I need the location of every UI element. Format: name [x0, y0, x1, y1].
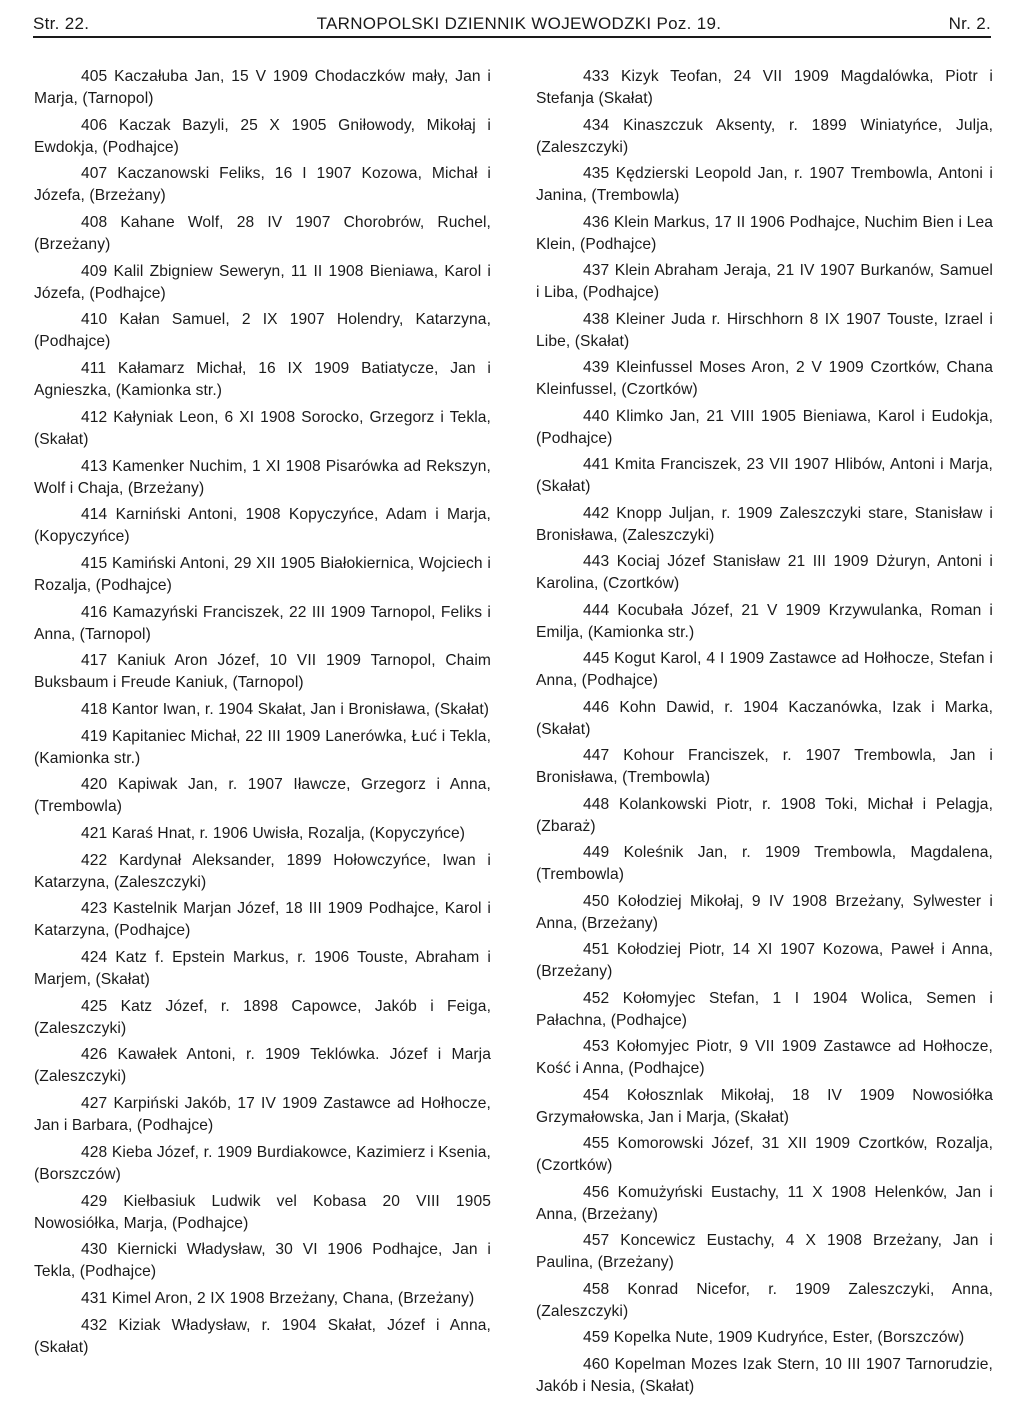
- register-entry: 436 Klein Markus, 17 II 1906 Podhajce, Nuchim Bien i Lea Klein, (Podhajce): [536, 213, 993, 253]
- register-entry: 427 Karpiński Jakób, 17 IV 1909 Zastawce ad Hołhocze, Jan i Barbara, (Podhajce): [34, 1095, 491, 1135]
- register-entry: 415 Kamiński Antoni, 29 XII 1905 Białokiernica, Wojciech i Rozalja, (Podhajce): [34, 554, 491, 594]
- right-column: [536, 66, 993, 1402]
- register-entry: 413 Kamenker Nuchim, 1 XI 1908 Pisarówka ad Rekszyn, Wolf i Chaja, (Brzeżany): [34, 457, 491, 497]
- register-entry: 418 Kantor Iwan, r. 1904 Skałat, Jan i Bronisława, (Skałat): [81, 700, 490, 718]
- register-entry: 416 Kamazyński Franciszek, 22 III 1909 Tarnopol, Feliks i Anna, (Tarnopol): [34, 603, 491, 643]
- register-entry: 438 Kleiner Juda r. Hirschhorn 8 IX 1907 Touste, Izrael i Libe, (Skałat): [536, 310, 993, 350]
- register-entry: 456 Komużyński Eustachy, 11 X 1908 Helenków, Jan i Anna, (Brzeżany): [536, 1183, 993, 1223]
- register-entry: 407 Kaczanowski Feliks, 16 I 1907 Kozowa, Michał i Józefa, (Brzeżany): [34, 165, 491, 205]
- register-entry: 423 Kastelnik Marjan Józef, 18 III 1909 Podhajce, Karol i Katarzyna, (Podhajce): [34, 900, 491, 940]
- register-entry: 412 Kałyniak Leon, 6 XI 1908 Sorocko, Grzegorz i Tekla, (Skałat): [34, 408, 491, 448]
- register-entry: 458 Konrad Nicefor, r. 1909 Zaleszczyki, Anna, (Zaleszczyki): [536, 1280, 993, 1320]
- register-entry: 449 Koleśnik Jan, r. 1909 Trembowla, Magdalena, (Trembowla): [536, 844, 993, 883]
- register-entry: 445 Kogut Karol, 4 I 1909 Zastawce ad Hołhocze, Stefan i Anna, (Podhajce): [536, 650, 993, 689]
- register-entry: 405 Kaczałuba Jan, 15 V 1909 Chodaczków mały, Jan i Marja, (Tarnopol): [34, 68, 491, 107]
- register-entry: 453 Kołomyjec Piotr, 9 VII 1909 Zastawce ad Hołhocze, Kość i Anna, (Podhajce): [536, 1038, 993, 1077]
- register-entry: 428 Kieba Józef, r. 1909 Burdiakowce, Kazimierz i Ksenia, (Borszczów): [34, 1143, 491, 1183]
- register-entry: 406 Kaczak Bazyli, 25 X 1905 Gniłowody, Mikołaj i Ewdokja, (Podhajce): [34, 116, 491, 156]
- register-entry: 417 Kaniuk Aron Józef, 10 VII 1909 Tarnopol, Chaim Buksbaum i Freude Kaniuk, (Tarnopol): [34, 652, 491, 692]
- register-entry: 441 Kmita Franciszek, 23 VII 1907 Hlibów, Antoni i Marja, (Skałat): [536, 456, 993, 495]
- register-entry: 432 Kiziak Władysław, r. 1904 Skałat, Józef i Anna, (Skałat): [34, 1316, 491, 1356]
- page-number: Str. 22.: [33, 14, 90, 33]
- register-entry: 446 Kohn Dawid, r. 1904 Kaczanówka, Izak i Marka, (Skałat): [536, 698, 993, 738]
- register-entry: 414 Karniński Antoni, 1908 Kopyczyńce, Adam i Marja, (Kopyczyńce): [34, 506, 491, 546]
- register-entry: 460 Kopelman Mozes Izak Stern, 10 III 1907 Tarnorudzie, Jakób i Nesia, (Skałat): [536, 1355, 993, 1395]
- register-entry: 435 Kędzierski Leopold Jan, r. 1907 Trembowla, Antoni i Janina, (Trembowla): [536, 165, 993, 204]
- register-entry: 422 Kardynał Aleksander, 1899 Hołowczyńce, Iwan i Katarzyna, (Zaleszczyki): [34, 851, 491, 891]
- register-entry: 455 Komorowski Józef, 31 XII 1909 Czortków, Rozalja, (Czortków): [536, 1135, 993, 1174]
- register-entry: 424 Katz f. Epstein Markus, r. 1906 Touste, Abraham i Marjem, (Skałat): [34, 949, 491, 989]
- register-entry: 425 Katz Józef, r. 1898 Capowce, Jakób i Feiga, (Zaleszczyki): [34, 997, 491, 1037]
- register-entry: 430 Kiernicki Władysław, 30 VI 1906 Podhajce, Jan i Tekla, (Podhajce): [34, 1241, 491, 1281]
- register-entry: 450 Kołodziej Mikołaj, 9 IV 1908 Brzeżany, Sylwester i Anna, (Brzeżany): [536, 892, 993, 932]
- journal-title: TARNOPOLSKI DZIENNIK WOJEWODZKI Poz. 19.: [316, 14, 722, 33]
- register-entry: 421 Karaś Hnat, r. 1906 Uwisła, Rozalja, (Kopyczyńce): [81, 825, 466, 842]
- register-entry: 444 Kocubała Józef, 21 V 1909 Krzywulanka, Roman i Emilja, (Kamionka str.): [536, 601, 993, 641]
- register-entry: 410 Kałan Samuel, 2 IX 1907 Holendry, Katarzyna, (Podhajce): [34, 311, 491, 351]
- page-header: [33, 8, 991, 38]
- register-entry: 420 Kapiwak Jan, r. 1907 Iławcze, Grzegorz i Anna, (Trembowla): [34, 776, 491, 816]
- register-entry: 447 Kohour Franciszek, r. 1907 Trembowla, Jan i Bronisława, (Trembowla): [536, 747, 993, 786]
- register-entry: 454 Kołosznlak Mikołaj, 18 IV 1909 Nowosiółka Grzymałowska, Jan i Marja, (Skałat): [536, 1086, 993, 1126]
- register-entry: 459 Kopelka Nute, 1909 Kudryńce, Ester, (Borszczów): [583, 1329, 965, 1346]
- issue-number: Nr. 2.: [948, 14, 991, 33]
- register-entry: 442 Knopp Juljan, r. 1909 Zaleszczyki stare, Stanisław i Bronisława, (Zaleszczyki): [536, 504, 993, 544]
- register-entry: 457 Koncewicz Eustachy, 4 X 1908 Brzeżany, Jan i Paulina, (Brzeżany): [536, 1232, 993, 1271]
- register-entry: 451 Kołodziej Piotr, 14 XI 1907 Kozowa, Paweł i Anna, (Brzeżany): [536, 941, 993, 980]
- register-entry: 433 Kizyk Teofan, 24 VII 1909 Magdalówka, Piotr i Stefanja (Skałat): [536, 68, 993, 107]
- register-entry: 408 Kahane Wolf, 28 IV 1907 Chorobrów, Ruchel, (Brzeżany): [34, 214, 491, 254]
- left-column: [34, 66, 491, 1363]
- register-entry: 434 Kinaszczuk Aksenty, r. 1899 Winiatyńce, Julja, (Zaleszczyki): [536, 116, 993, 156]
- register-entry: 443 Kociaj Józef Stanisław 21 III 1909 Dżuryn, Antoni i Karolina, (Czortków): [536, 553, 993, 592]
- register-entry: 431 Kimel Aron, 2 IX 1908 Brzeżany, Chana, (Brzeżany): [81, 1289, 475, 1307]
- register-entry: 409 Kalil Zbigniew Seweryn, 11 II 1908 Bieniawa, Karol i Józefa, (Podhajce): [34, 262, 491, 302]
- register-entry: 452 Kołomyjec Stefan, 1 I 1904 Wolica, Semen i Pałachna, (Podhajce): [536, 989, 993, 1029]
- register-entry: 439 Kleinfussel Moses Aron, 2 V 1909 Czortków, Chana Kleinfussel, (Czortków): [536, 359, 993, 398]
- register-entry: 448 Kolankowski Piotr, r. 1908 Toki, Michał i Pelagja, (Zbaraż): [536, 795, 993, 835]
- register-entry: 440 Klimko Jan, 21 VIII 1905 Bieniawa, Karol i Eudokja, (Podhajce): [536, 407, 993, 447]
- register-entry: 437 Klein Abraham Jeraja, 21 IV 1907 Burkanów, Samuel i Liba, (Podhajce): [536, 262, 993, 301]
- register-entry: 419 Kapitaniec Michał, 22 III 1909 Lanerówka, Łuć i Tekla, (Kamionka str.): [34, 727, 491, 767]
- register-entry: 429 Kiełbasiuk Ludwik vel Kobasa 20 VIII 1905 Nowosiółka, Marja, (Podhajce): [34, 1192, 491, 1232]
- register-entry: 411 Kałamarz Michał, 16 IX 1909 Batiatycze, Jan i Agnieszka, (Kamionka str.): [34, 360, 491, 400]
- register-entry: 426 Kawałek Antoni, r. 1909 Teklówka. Józef i Marja (Zaleszczyki): [34, 1046, 491, 1086]
